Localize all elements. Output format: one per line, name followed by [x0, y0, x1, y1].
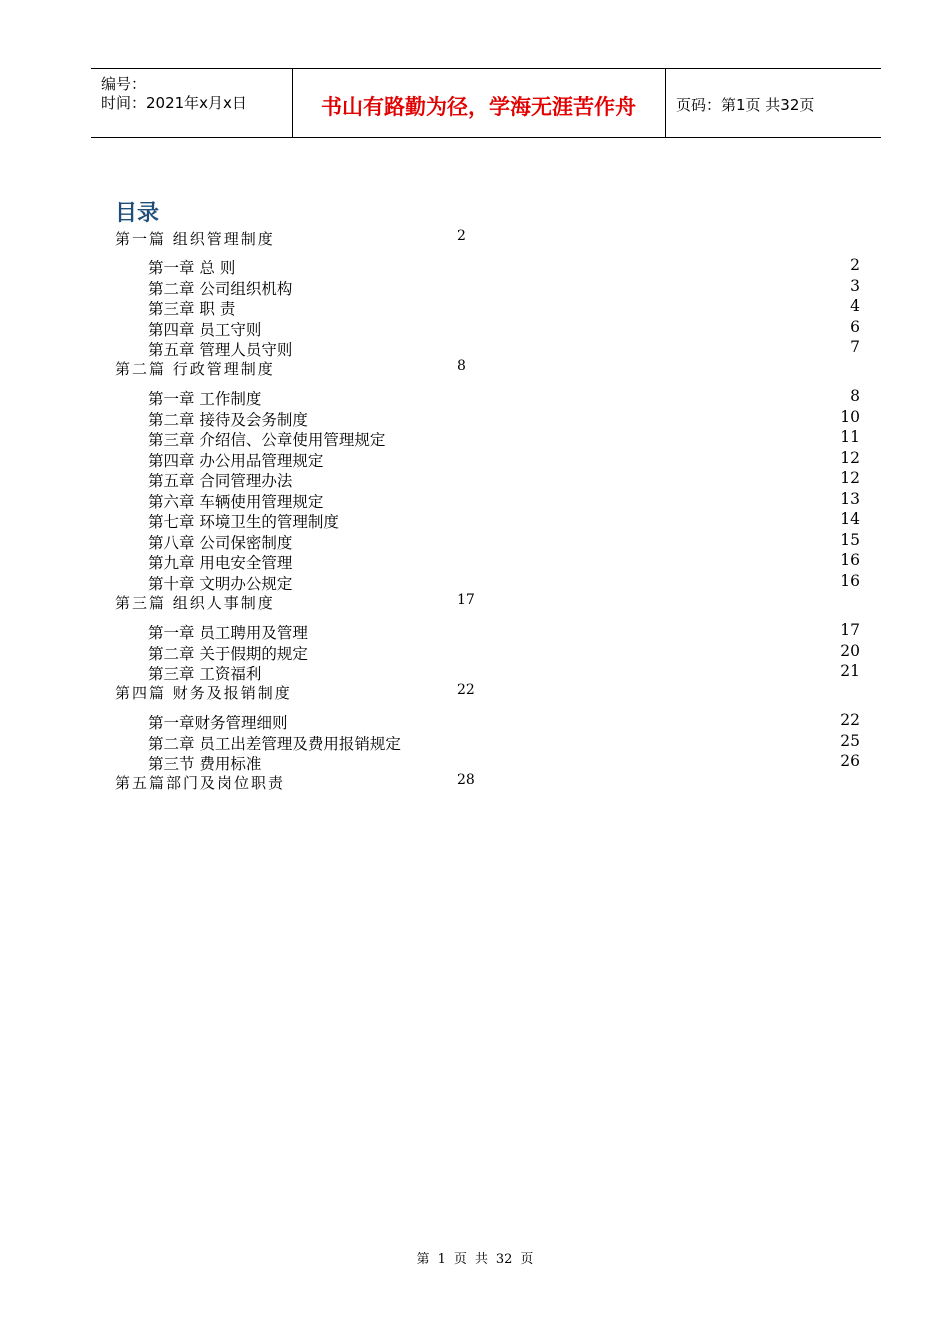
- toc-chapter-page: 7: [850, 338, 860, 356]
- toc-chapter: [148, 469, 860, 491]
- toc-part: [115, 592, 475, 613]
- document-time-label: 时间：2021年x月x日: [101, 94, 247, 112]
- toc-chapter: [148, 490, 860, 512]
- toc-chapter: [148, 711, 860, 733]
- toc-part-title: 第三篇 组织人事制度: [115, 594, 275, 612]
- toc-part-page: 8: [457, 358, 466, 374]
- toc-chapter-title: 第三章 职 责: [148, 300, 236, 318]
- page-footer: [0, 1248, 950, 1267]
- toc-chapter: [148, 318, 860, 340]
- toc-chapter: [148, 752, 860, 774]
- toc-chapter-title: 第一章财务管理细则: [148, 714, 288, 732]
- toc-chapter-title: 第十章 文明办公规定: [148, 574, 293, 593]
- footer-page-number: 1: [437, 1252, 446, 1267]
- toc-part-title: 第一篇 组织管理制度: [115, 230, 275, 248]
- toc-chapter: [148, 551, 860, 573]
- header-motto-cell: [292, 69, 666, 137]
- toc-chapter: [148, 449, 860, 471]
- toc-chapter: [148, 572, 860, 594]
- header-motto: 书山有路勤为径，学海无涯苦作舟: [321, 95, 636, 119]
- toc-chapter-page: 14: [840, 510, 860, 528]
- toc-chapter: [148, 642, 860, 664]
- toc-chapter-page: 8: [850, 387, 860, 405]
- toc-chapter: [148, 428, 860, 450]
- toc-part: [115, 358, 466, 379]
- toc-part-title: 第四篇 财务及报销制度: [115, 684, 292, 702]
- toc-chapter: [148, 408, 860, 430]
- toc-chapter-title: 第七章 环境卫生的管理制度: [148, 513, 339, 531]
- toc-chapter-page: 4: [850, 297, 860, 315]
- toc-chapter: [148, 510, 860, 532]
- toc-part-page: 2: [457, 228, 466, 244]
- toc-chapter-title: 第二章 关于假期的规定: [148, 644, 308, 663]
- toc-title: 目录: [115, 201, 160, 226]
- header-page-cell: [666, 69, 881, 137]
- toc-chapter: [148, 621, 860, 643]
- header-page-code: 页码：第1页 共32页: [676, 96, 815, 114]
- toc-part: [115, 772, 475, 793]
- toc-chapter-title: 第二章 员工出差管理及费用报销规定: [148, 734, 401, 753]
- header-info-cell: [91, 69, 293, 137]
- toc-chapter: [148, 732, 860, 754]
- toc-chapter-title: 第五章 管理人员守则: [148, 341, 293, 359]
- toc-part-page: 22: [457, 682, 475, 698]
- toc-chapter: [148, 387, 860, 409]
- toc-chapter-title: 第二章 接待及会务制度: [148, 410, 308, 429]
- footer-total-unit: 页: [520, 1252, 534, 1267]
- toc-chapter-page: 26: [840, 752, 860, 770]
- toc-chapter-page: 16: [840, 551, 860, 569]
- toc-chapter-page: 17: [840, 621, 860, 639]
- footer-total-label: 共: [474, 1252, 488, 1267]
- toc-chapter-page: 20: [840, 641, 860, 660]
- toc-chapter-title: 第九章 用电安全管理: [148, 554, 293, 572]
- toc-chapter-page: 2: [850, 256, 860, 274]
- toc-part: [115, 228, 466, 249]
- toc-chapter-page: 11: [840, 428, 860, 446]
- toc-chapter-title: 第五章 合同管理办法: [148, 472, 293, 490]
- page-header: [91, 68, 881, 138]
- toc-chapter-title: 第四章 办公用品管理规定: [148, 451, 324, 470]
- toc-chapter-page: 10: [840, 407, 860, 426]
- toc-chapter: [148, 531, 860, 553]
- toc-chapter-page: 15: [840, 530, 860, 549]
- toc-chapter-title: 第三节 费用标准: [148, 755, 262, 773]
- toc-chapter-page: 21: [840, 662, 860, 680]
- toc-part-page: 17: [457, 592, 475, 608]
- toc-chapter: [148, 297, 860, 319]
- toc-chapter-title: 第二章 公司组织机构: [148, 279, 293, 298]
- toc-part: [115, 682, 475, 703]
- toc-chapter-page: 3: [850, 276, 860, 295]
- toc-chapter-page: 16: [840, 571, 860, 590]
- toc-chapter-title: 第一章 总 则: [148, 259, 236, 277]
- toc-chapter-title: 第三章 介绍信、公章使用管理规定: [148, 431, 386, 449]
- toc-part-title: 第五篇部门及岗位职责: [115, 774, 286, 792]
- toc-chapter-title: 第八章 公司保密制度: [148, 533, 293, 552]
- toc-chapter-title: 第三章 工资福利: [148, 665, 262, 683]
- toc-chapter-page: 25: [840, 731, 860, 750]
- toc-chapter: [148, 277, 860, 299]
- footer-page-unit: 页: [453, 1252, 467, 1267]
- toc-chapter-page: 13: [840, 489, 860, 508]
- toc-part-title: 第二篇 行政管理制度: [115, 360, 275, 378]
- toc-chapter: [148, 256, 860, 278]
- toc-chapter-page: 12: [840, 469, 860, 487]
- toc-chapter-title: 第一章 工作制度: [148, 390, 262, 408]
- toc-chapter-title: 第六章 车辆使用管理规定: [148, 492, 324, 511]
- toc-chapter-page: 12: [840, 448, 860, 467]
- toc-chapter-title: 第四章 员工守则: [148, 320, 262, 339]
- document-number-label: 编号：: [101, 75, 147, 93]
- toc-chapter-page: 6: [850, 317, 860, 336]
- toc-chapter: [148, 338, 860, 360]
- toc-chapter-title: 第一章 员工聘用及管理: [148, 624, 308, 642]
- footer-total-number: 32: [495, 1252, 513, 1267]
- toc-part-page: 28: [457, 772, 475, 788]
- footer-page-label: 第: [416, 1252, 430, 1267]
- toc-chapter-page: 22: [840, 711, 860, 729]
- toc-chapter: [148, 662, 860, 684]
